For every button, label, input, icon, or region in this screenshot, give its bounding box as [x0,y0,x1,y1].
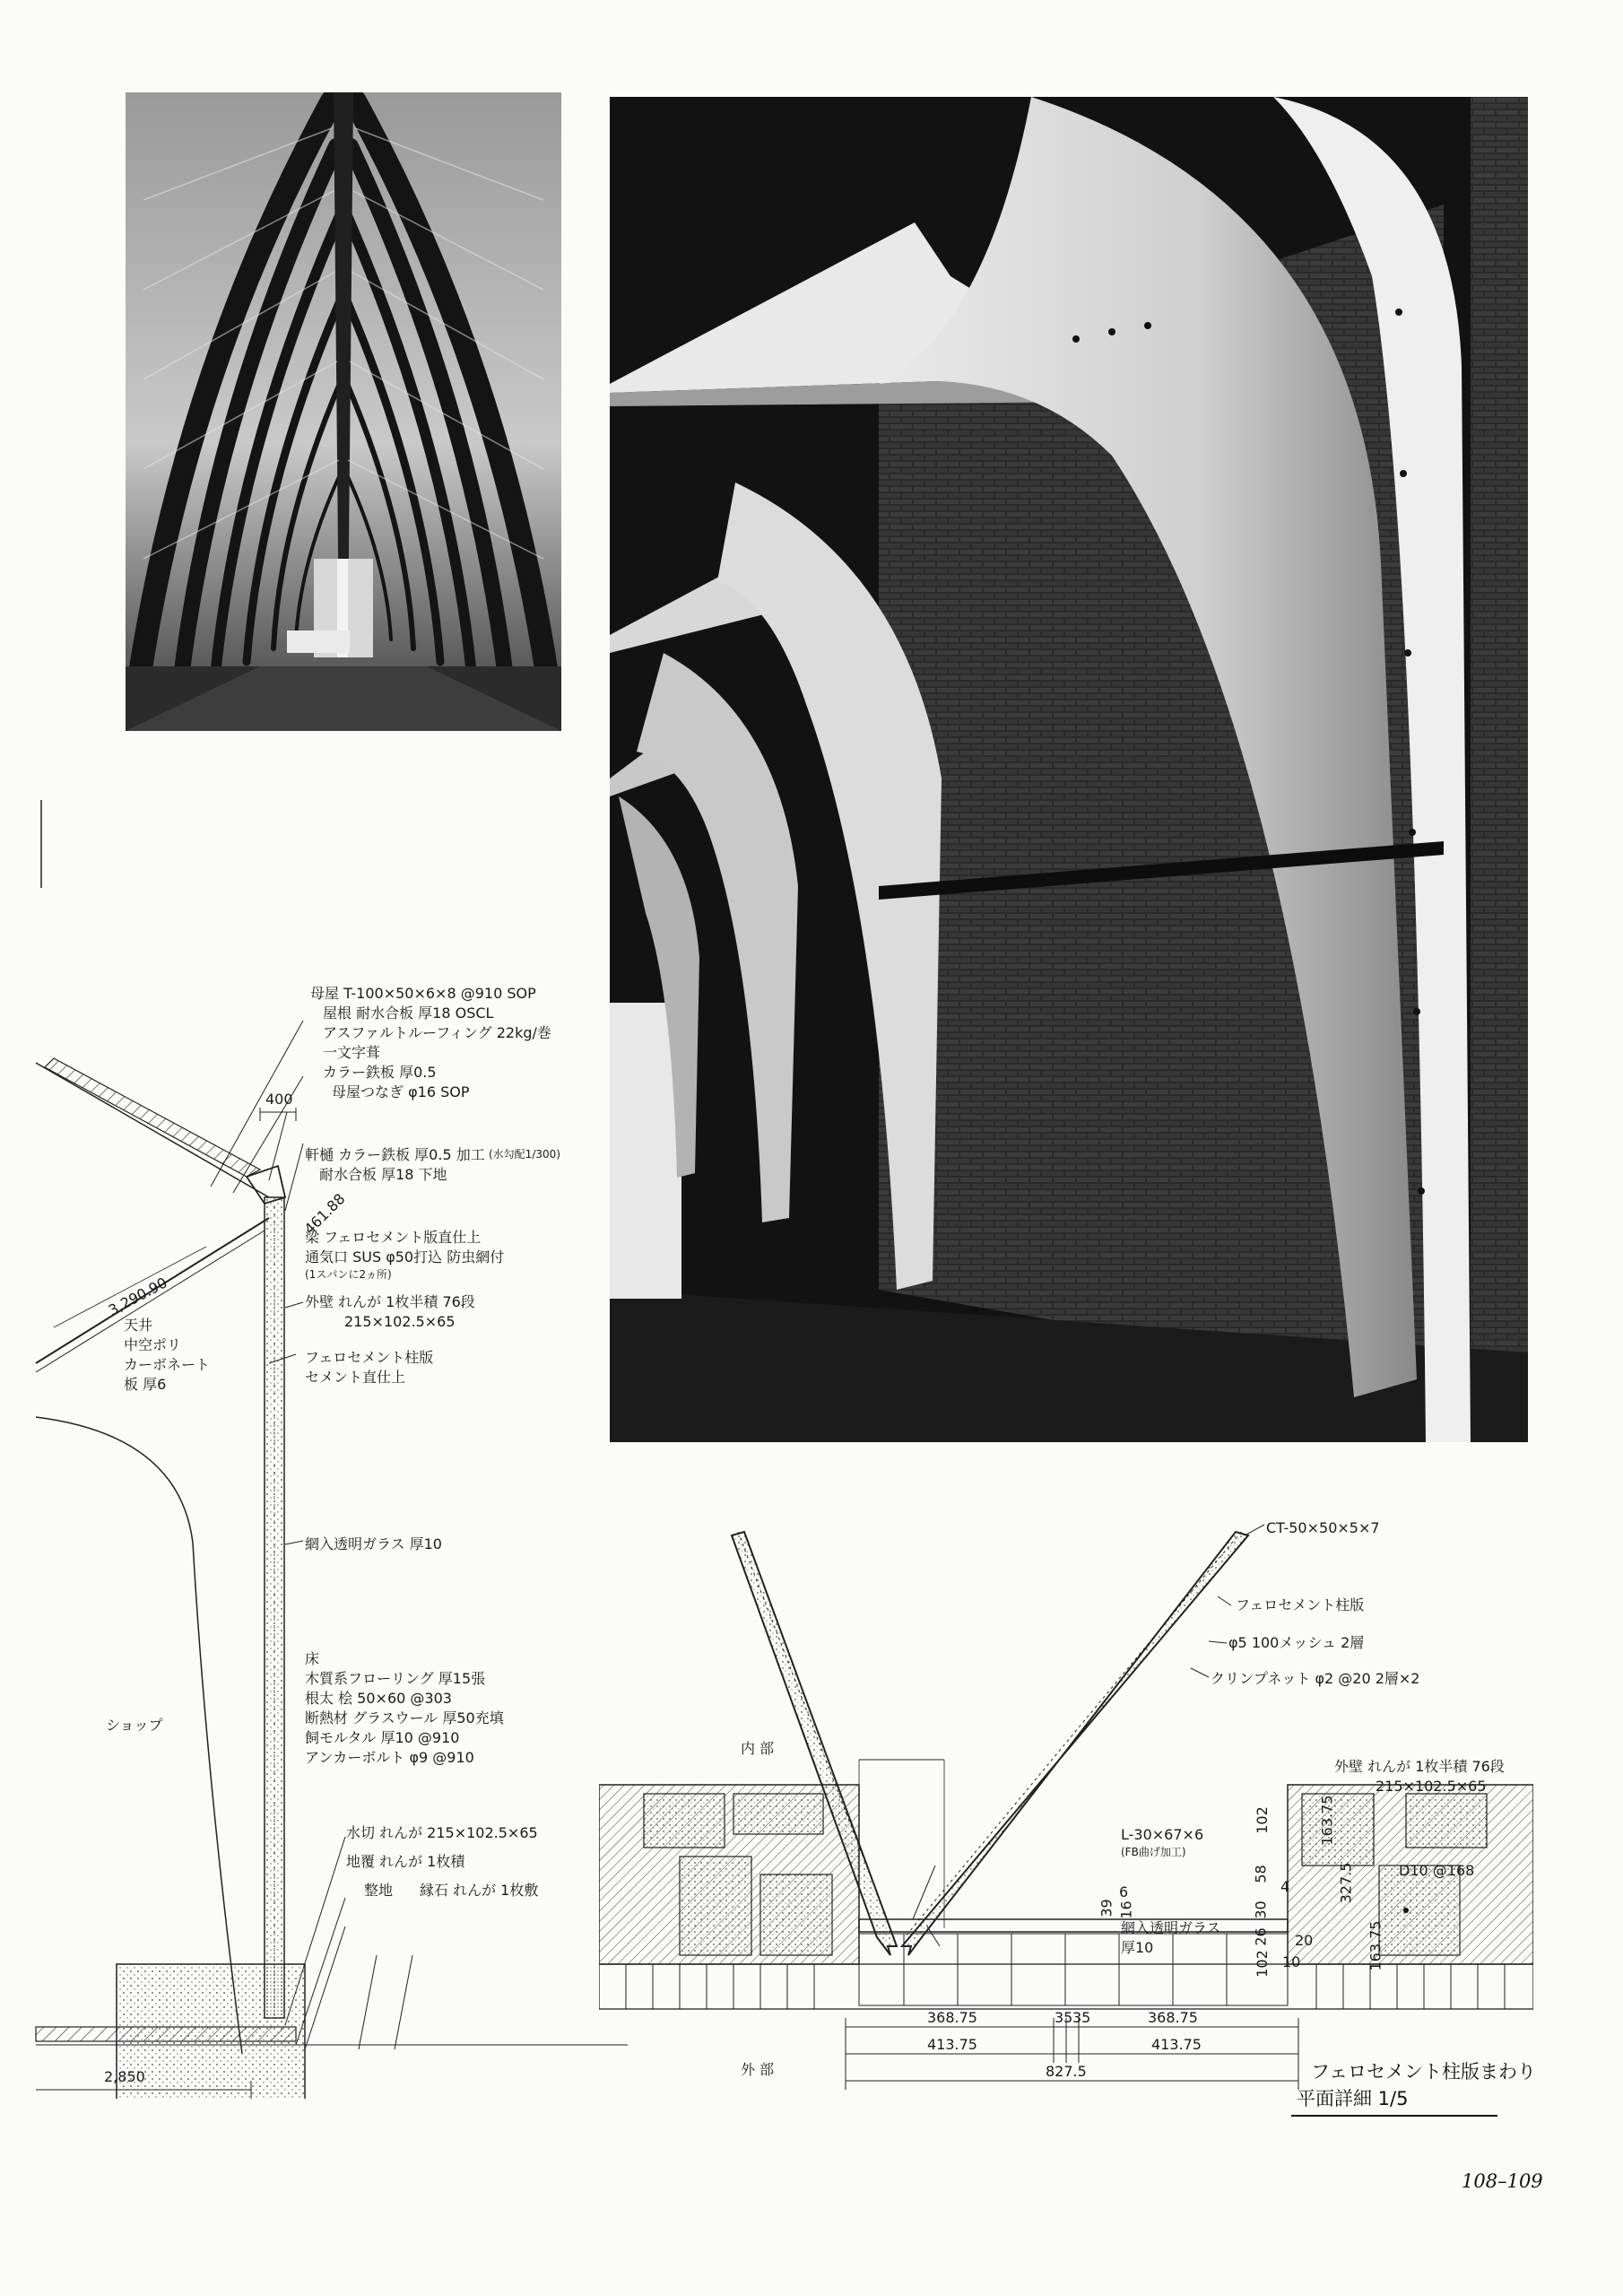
dim-35-right: 35 [1072,2009,1091,2026]
dim-3290: 3,290.90 [105,1274,170,1319]
dim-2850: 2,850 [104,2068,145,2085]
label-purlin: 母屋 T-100×50×6×8 @910 SOP [310,985,536,1002]
label-mortar: 飼モルタル 厚10 @910 [305,1729,460,1746]
label-crimp-net: クリンプネット φ2 @20 2層×2 [1211,1670,1420,1687]
label-ceiling: 天井 [124,1317,153,1334]
label-asphalt-roofing: アスファルトルーフィング 22kg/巻 [323,1024,551,1041]
label-interior: 内 部 [741,1740,775,1757]
dim-461: 461.88 [300,1189,349,1239]
label-angle-note: (FB曲げ加工) [1121,1846,1186,1858]
label-plan-glass-thickness: 厚10 [1121,1939,1154,1956]
label-mesh: φ5 100メッシュ 2層 [1228,1634,1365,1651]
dim-368-left: 368.75 [927,2009,977,2026]
label-plinth: 地覆 れんが 1枚積 [346,1853,465,1870]
photo-ferrocement-columns [610,97,1528,1442]
label-purlin-tie: 母屋つなぎ φ16 SOP [332,1083,470,1100]
label-ichimonji: 一文字葺 [323,1044,381,1061]
label-flooring: 木質系フローリング 厚15張 [305,1670,486,1687]
dim-misc-6: 6 [1119,1883,1129,1900]
dim-left-26: 26 [1252,1927,1270,1946]
label-angle: L-30×67×6 [1121,1826,1204,1843]
label-shop: ショップ [106,1717,163,1734]
dim-misc-20: 20 [1295,1932,1314,1949]
label-gutter-base: 耐水合板 厚18 下地 [319,1166,447,1183]
label-vent: 通気口 SUS φ50打込 防虫網付 [305,1248,505,1265]
dim-400: 400 [265,1091,293,1108]
dim-misc-39: 39 [1098,1899,1115,1918]
dim-misc-10: 10 [1282,1953,1301,1970]
label-gutter: 軒樋 カラー鉄板 厚0.5 加工 [305,1146,485,1163]
label-rebar: D10 @168 [1399,1862,1475,1879]
dim-misc-16: 16 [1117,1900,1135,1919]
dim-left-102b: 102 [1253,1950,1271,1978]
label-beam: 梁 フェロセメント版直仕上 [305,1229,482,1246]
page-number: 108–109 [1462,2170,1543,2192]
plan-title-line-2: 平面詳細 1/5 [1297,2088,1409,2109]
label-exterior: 外 部 [741,2061,775,2078]
label-brick-size: 215×102.5×65 [344,1313,456,1330]
label-plan-glass: 網入透明ガラス [1121,1919,1221,1936]
label-gutter-slope: (水勾配1/300) [489,1148,560,1161]
label-column-plate: フェロセメント柱版 [305,1349,434,1366]
label-ct: CT-50×50×5×7 [1266,1519,1380,1536]
dim-368-right: 368.75 [1148,2009,1198,2026]
title-underline [1291,2115,1497,2117]
label-column-finish: セメント直仕上 [305,1369,406,1386]
dim-right-163a: 163.75 [1318,1795,1336,1846]
dim-misc-4: 4 [1280,1878,1290,1895]
label-grading: 整地 [364,1882,394,1899]
label-drip: 水切 れんが 215×102.5×65 [346,1824,538,1841]
dim-left-58: 58 [1252,1865,1270,1883]
dim-left-102a: 102 [1253,1806,1271,1834]
plan-title-line-1: フェロセメント柱版まわり [1311,2061,1536,2083]
label-curb: 縁石 れんが 1枚敷 [420,1882,539,1899]
label-floor: 床 [305,1650,320,1667]
label-ceiling-material-1: 中空ポリ [124,1336,182,1353]
dim-right-327: 327.5 [1337,1862,1355,1904]
dim-413-left: 413.75 [927,2036,977,2053]
dim-right-163b: 163.75 [1367,1920,1384,1971]
label-color-steel: カラー鉄板 厚0.5 [323,1064,437,1081]
label-plan-wall: 外壁 れんが 1枚半積 76段 [1334,1758,1505,1775]
photo-vault-interior [126,92,561,731]
label-anchor-bolt: アンカーボルト φ9 @910 [305,1749,474,1766]
dim-left-30: 30 [1252,1900,1270,1919]
label-ferrocement-plate: フェロセメント柱版 [1236,1596,1365,1613]
dim-413-right: 413.75 [1151,2036,1202,2053]
label-wired-glass: 網入透明ガラス 厚10 [305,1535,442,1552]
label-ceiling-material-3: 板 厚6 [124,1376,167,1393]
label-joist: 根太 桧 50×60 @303 [305,1690,452,1707]
dim-35-left: 35 [1055,2009,1073,2026]
label-plan-brick-size: 215×102.5×65 [1376,1778,1487,1795]
label-roof-plywood: 屋根 耐水合板 厚18 OSCL [323,1004,494,1022]
label-ceiling-material-2: カーボネート [124,1356,211,1373]
label-exterior-wall: 外壁 れんが 1枚半積 76段 [305,1293,475,1310]
label-vent-note: (1スパンに2ヵ所) [305,1268,392,1281]
dim-827: 827.5 [1046,2063,1087,2080]
label-insulation: 断熱材 グラスウール 厚50充填 [305,1709,504,1726]
plan-detail-drawing [599,1516,1533,2090]
